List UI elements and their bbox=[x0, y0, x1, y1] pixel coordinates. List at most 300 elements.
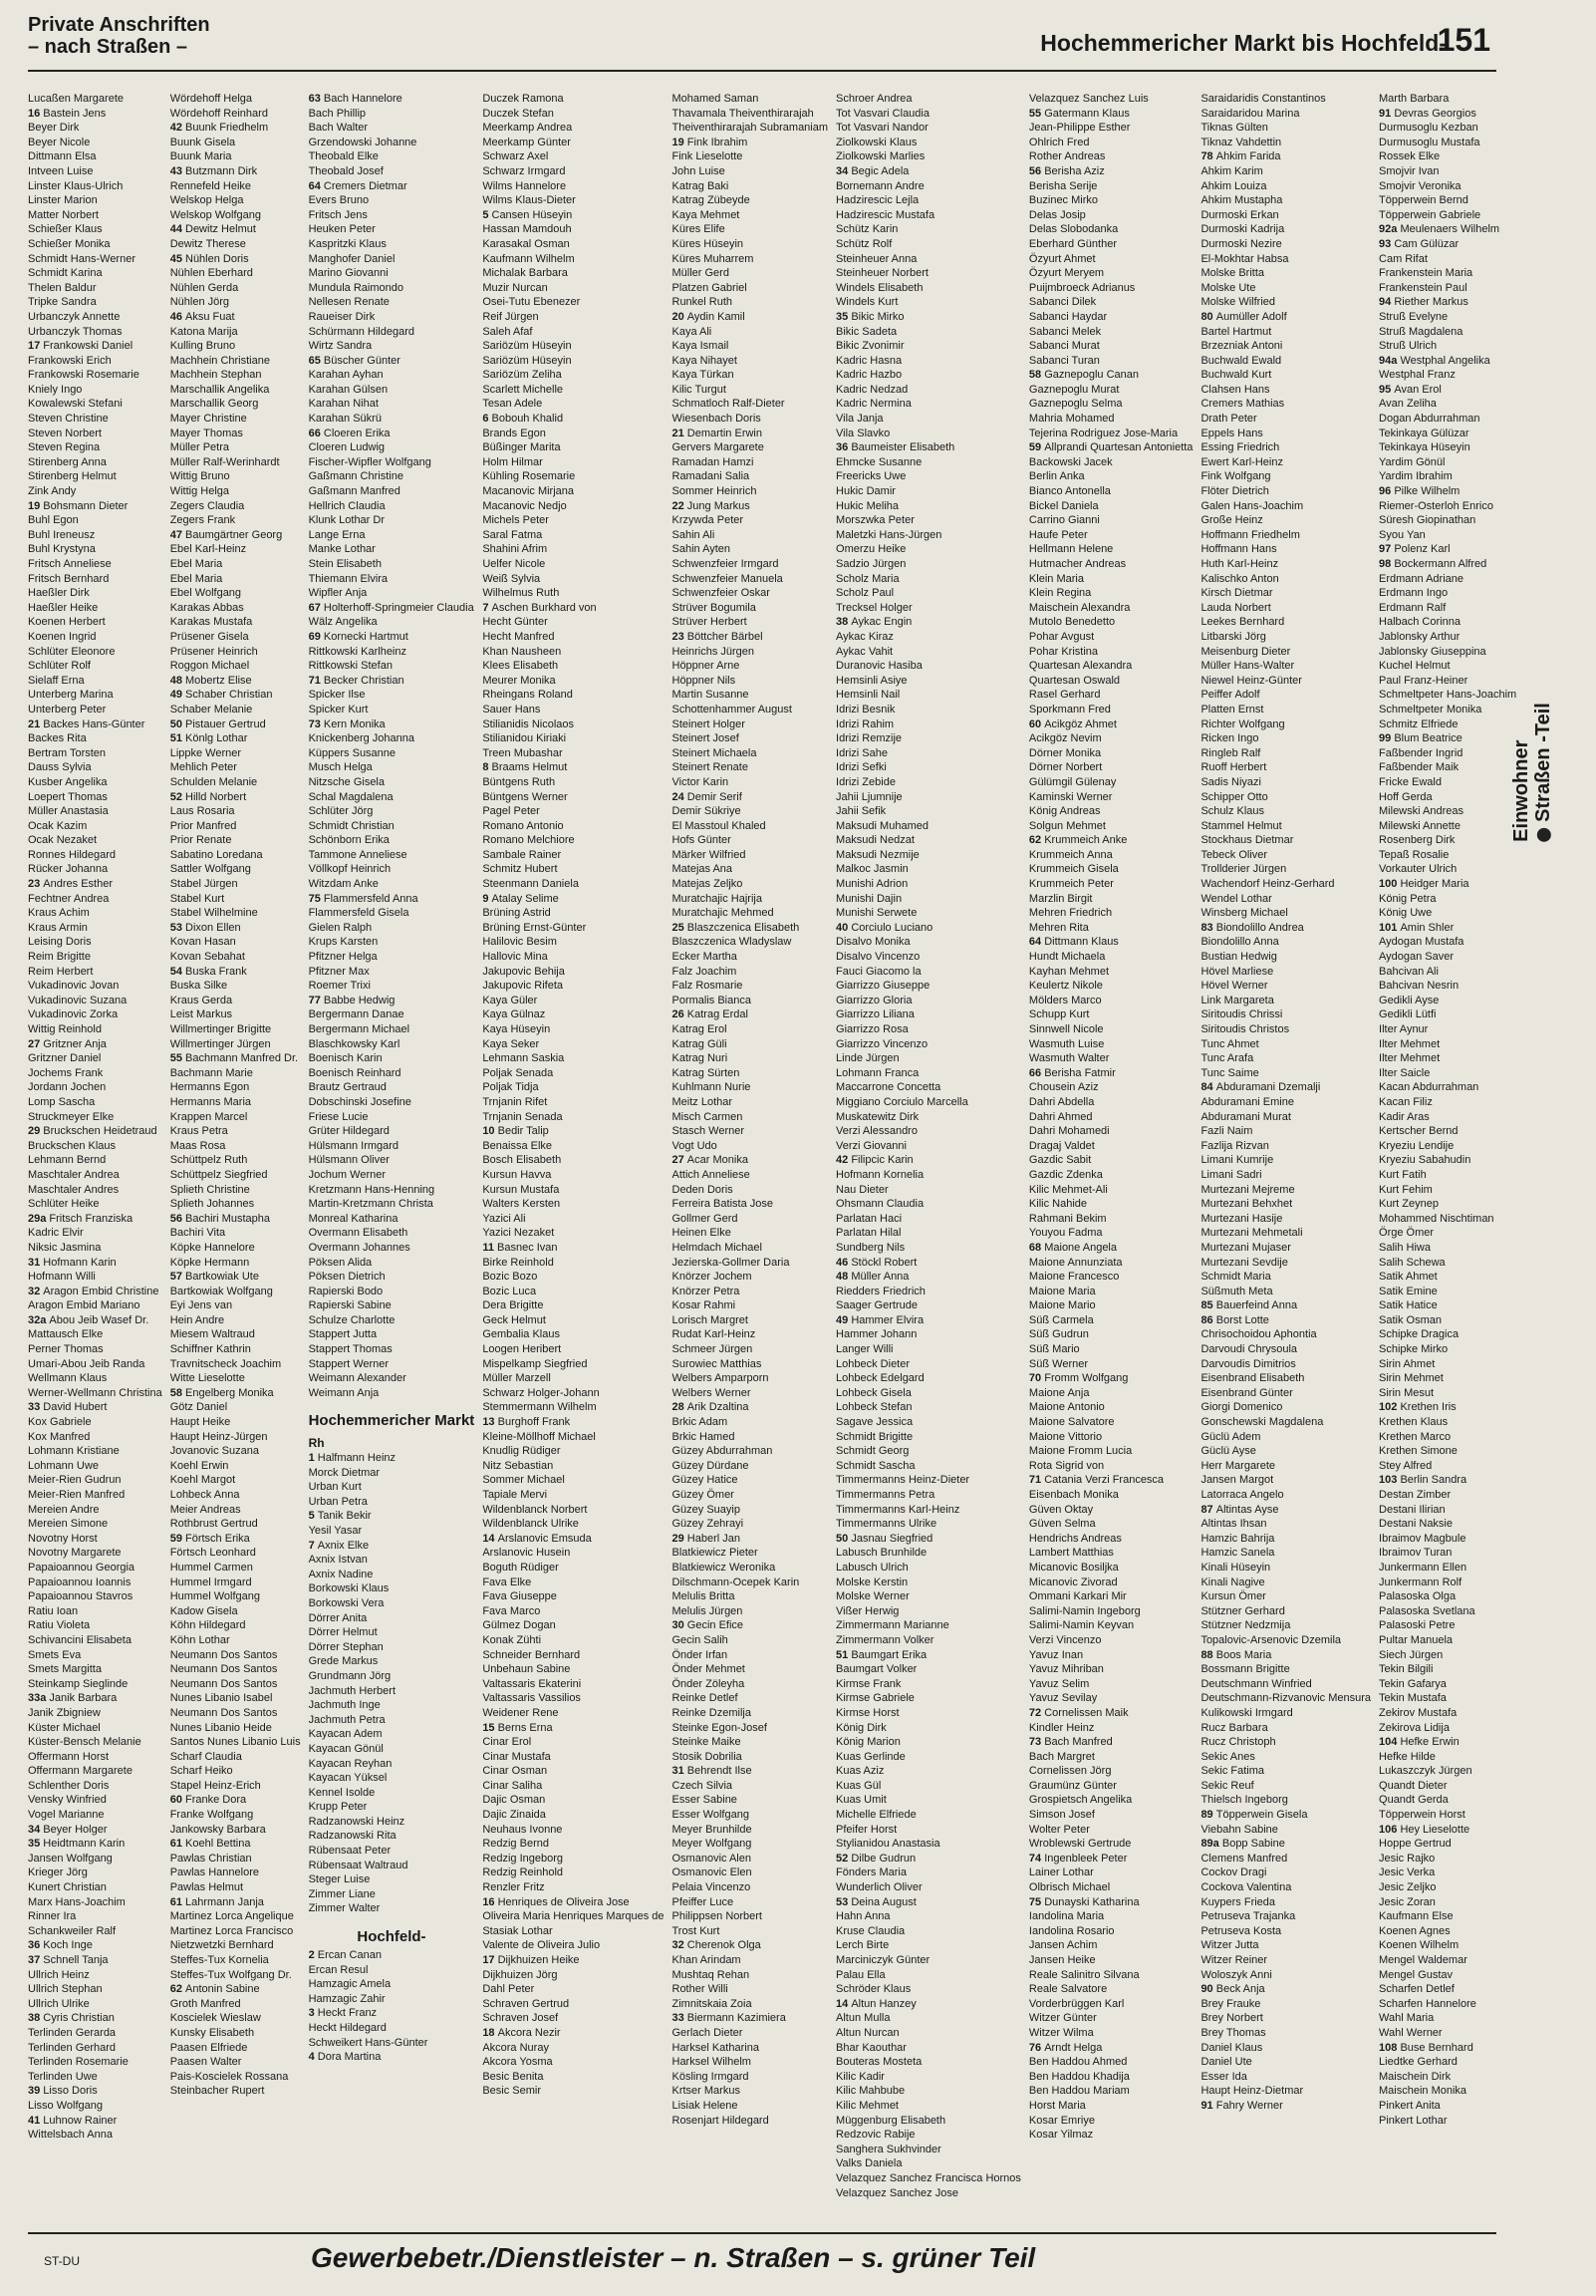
resident-entry: Rittkowski Karlheinz bbox=[308, 645, 406, 658]
resident-entry: Schmeltpeter Monika bbox=[1379, 703, 1482, 716]
resident-entry: Güzey Dürdane bbox=[671, 1459, 749, 1472]
resident-entry: Mattausch Elke bbox=[28, 1328, 104, 1341]
resident-entry: Schroer Andrea bbox=[836, 93, 913, 105]
resident-entry: Gaßmann Manfred bbox=[308, 485, 400, 498]
resident-entry: Schankweiler Ralf bbox=[28, 1924, 117, 1937]
resident-entry: Micanovic Zivorad bbox=[1028, 1576, 1118, 1588]
resident-entry: Durmoski Kadrija bbox=[1200, 223, 1285, 236]
resident-entry: Schal Magdalena bbox=[308, 790, 394, 803]
resident-entry: Hammer Johann bbox=[836, 1328, 918, 1341]
resident-entry: Riedders Friedrich bbox=[836, 1285, 926, 1297]
resident-entry: Pormalis Bianca bbox=[671, 994, 751, 1006]
resident-entry: Mispelkamp Siegfried bbox=[482, 1357, 588, 1370]
resident-entry: Heinen Elke bbox=[671, 1227, 731, 1240]
house-number: 75 bbox=[308, 892, 324, 905]
resident-entry: Kaya Gülnaz bbox=[482, 1008, 546, 1021]
resident-entry: Radzanowski Rita bbox=[308, 1830, 397, 1843]
resident-entry: Munishi Serwete bbox=[836, 907, 918, 920]
resident-entry: Labusch Brunhilde bbox=[836, 1547, 928, 1560]
resident-entry: Palau Ella bbox=[836, 1968, 886, 1981]
resident-entry: Müller Gerd bbox=[671, 267, 729, 280]
resident-entry: Hofmann Willi bbox=[28, 1271, 96, 1284]
directory-column-9 bbox=[1379, 92, 1516, 2234]
resident-entry: Salih Hiwa bbox=[1379, 1241, 1431, 1254]
resident-entry: 37 Schnell Tanja bbox=[28, 1954, 109, 1966]
resident-entry: Völlkopf Heinrich bbox=[308, 863, 392, 876]
resident-entry: Lippke Werner bbox=[169, 746, 242, 759]
resident-entry: Maione Antonio bbox=[1028, 1401, 1105, 1414]
resident-entry: Kurt Fatih bbox=[1379, 1168, 1427, 1181]
resident-entry: Jochum Werner bbox=[308, 1168, 387, 1181]
resident-entry: Milewski Annette bbox=[1379, 819, 1461, 832]
resident-entry: Stammel Helmut bbox=[1200, 819, 1282, 832]
resident-entry: Tripke Sandra bbox=[28, 296, 97, 309]
resident-entry: Smojvir Ivan bbox=[1379, 164, 1440, 177]
resident-entry: Katrag Zübeyde bbox=[671, 194, 750, 207]
resident-entry: Kayhan Mehmet bbox=[1028, 965, 1110, 978]
resident-entry: Fritsch Anneliese bbox=[28, 558, 112, 570]
resident-entry: Kayacan Adem bbox=[308, 1728, 383, 1741]
resident-entry: Lehmann Bernd bbox=[28, 1154, 107, 1167]
resident-entry: Klees Elisabeth bbox=[482, 660, 559, 673]
resident-entry: Junkermann Rolf bbox=[1379, 1576, 1463, 1588]
resident-entry: Abduramani Emine bbox=[1200, 1095, 1294, 1108]
resident-entry: Stockhaus Dietmar bbox=[1200, 834, 1294, 847]
resident-entry: Wasmuth Walter bbox=[1028, 1052, 1110, 1065]
resident-entry: Bozic Luca bbox=[482, 1285, 537, 1297]
resident-entry: Miesem Waltraud bbox=[169, 1328, 255, 1341]
resident-entry: Satik Hatice bbox=[1379, 1299, 1438, 1312]
resident-entry: Urban Petra bbox=[308, 1495, 368, 1508]
resident-entry: Schütz Karin bbox=[836, 223, 899, 236]
resident-entry: Lorisch Margret bbox=[671, 1313, 748, 1326]
resident-entry: Mereien Andre bbox=[28, 1503, 100, 1516]
resident-entry: Haeßler Dirk bbox=[28, 587, 90, 600]
resident-entry: Zimnitskaia Zoia bbox=[671, 1997, 752, 2010]
resident-entry: Ullrich Heinz bbox=[28, 1968, 90, 1981]
resident-entry: Martinez Lorca Francisco bbox=[169, 1924, 294, 1937]
resident-entry: Velazquez Sanchez Luis bbox=[1028, 93, 1149, 105]
resident-entry: 70 Fromm Wolfgang bbox=[1028, 1372, 1129, 1385]
resident-entry: Klein Regina bbox=[1028, 587, 1092, 600]
resident-entry: Haupt Heinz-Jürgen bbox=[169, 1430, 268, 1443]
resident-entry: Esser Wolfgang bbox=[671, 1809, 749, 1822]
resident-entry: Brkic Adam bbox=[671, 1416, 728, 1429]
side-tab-line1: Einwohner bbox=[1510, 739, 1532, 842]
resident-entry: Wittelsbach Anna bbox=[28, 2129, 113, 2142]
house-number: 97 bbox=[1379, 543, 1395, 556]
resident-entry: Dörner Monika bbox=[1028, 746, 1102, 759]
resident-entry: Stützner Gerhard bbox=[1200, 1604, 1285, 1617]
resident-entry: Overmann Elisabeth bbox=[308, 1227, 408, 1240]
resident-entry: Maione Salvatore bbox=[1028, 1416, 1115, 1429]
resident-entry: Rittkowski Stefan bbox=[308, 660, 393, 673]
resident-entry: Önder Irfan bbox=[671, 1648, 728, 1661]
resident-entry: 54 Buska Frank bbox=[169, 965, 247, 978]
resident-entry: Falz Joachim bbox=[671, 965, 737, 978]
resident-entry: Wendel Lothar bbox=[1200, 892, 1272, 905]
resident-entry: Nunes Libanio Heide bbox=[169, 1721, 272, 1734]
resident-entry: Peiffer Adolf bbox=[1200, 689, 1260, 702]
resident-entry: Backowski Jacek bbox=[1028, 455, 1113, 468]
house-number: 88 bbox=[1200, 1648, 1216, 1661]
resident-entry: Yardim Gönül bbox=[1379, 455, 1446, 468]
resident-entry: Hummel Irmgard bbox=[169, 1576, 252, 1588]
resident-entry: Schlüter Jörg bbox=[308, 805, 374, 818]
resident-entry: Müller Ralf-Werinhardt bbox=[169, 455, 280, 468]
resident-entry: Wiesenbach Doris bbox=[671, 413, 761, 426]
directory-column-6 bbox=[836, 92, 1021, 2234]
resident-entry: Katrag Güli bbox=[671, 1037, 727, 1050]
resident-entry: Witzdam Anke bbox=[308, 878, 379, 891]
resident-entry: Struß Evelyne bbox=[1379, 310, 1449, 323]
resident-entry: Munishi Dajin bbox=[836, 892, 903, 905]
resident-entry: Darvoudi Chrysoula bbox=[1200, 1343, 1298, 1356]
resident-entry: Schweikert Hans-Günter bbox=[308, 2036, 428, 2049]
resident-entry: Idrizi Sefki bbox=[836, 761, 887, 774]
resident-entry: Büßinger Marita bbox=[482, 441, 561, 454]
resident-entry: Hamzic Sanela bbox=[1200, 1547, 1275, 1560]
resident-entry: Beyer Dirk bbox=[28, 122, 80, 135]
resident-entry: Karahan Gülsen bbox=[308, 383, 389, 396]
resident-entry: Süßmuth Meta bbox=[1200, 1285, 1273, 1297]
resident-entry: Jansen Wolfgang bbox=[28, 1852, 113, 1865]
resident-entry: Michels Peter bbox=[482, 514, 549, 527]
resident-entry: Urbanczyk Thomas bbox=[28, 325, 123, 338]
resident-entry: Duranovic Hasiba bbox=[836, 660, 923, 673]
resident-entry: Saraidaridou Marina bbox=[1200, 107, 1300, 120]
resident-entry: Poljak Senada bbox=[482, 1066, 554, 1079]
resident-entry: Güzey Suayip bbox=[671, 1503, 740, 1516]
resident-entry: Müller Petra bbox=[169, 441, 229, 454]
resident-entry: Kaya Güler bbox=[482, 994, 538, 1006]
resident-entry: Maischein Dirk bbox=[1379, 2070, 1452, 2083]
resident-entry: Güzey Zehrayi bbox=[671, 1518, 744, 1531]
resident-entry: 96 Pilke Wilhelm bbox=[1379, 485, 1461, 498]
resident-entry: Buhl Egon bbox=[28, 514, 79, 527]
resident-entry: 60 Acikgöz Ahmet bbox=[1028, 718, 1117, 730]
resident-entry: Kalischko Anton bbox=[1200, 572, 1279, 585]
resident-entry: Graumünz Günter bbox=[1028, 1779, 1117, 1792]
resident-entry: Demir Sükriye bbox=[671, 805, 741, 818]
resident-entry: Timmermanns Karl-Heinz bbox=[836, 1503, 960, 1516]
resident-entry: Jahii Ljumnije bbox=[836, 790, 903, 803]
resident-entry: Gazdic Zdenka bbox=[1028, 1168, 1103, 1181]
resident-entry: Schlenther Doris bbox=[28, 1779, 110, 1792]
resident-entry: Smets Eva bbox=[28, 1648, 82, 1661]
resident-entry: Eberhard Günther bbox=[1028, 237, 1117, 250]
resident-entry: Rheingans Roland bbox=[482, 689, 573, 702]
resident-entry: Wittig Helga bbox=[169, 485, 229, 498]
resident-entry: Arslanovic Husein bbox=[482, 1547, 571, 1560]
resident-entry: 56 Berisha Aziz bbox=[1028, 164, 1105, 177]
house-number: 16 bbox=[28, 107, 44, 120]
resident-entry: Giarrizzo Liliana bbox=[836, 1008, 915, 1021]
resident-entry: Müller Anastasia bbox=[28, 805, 109, 818]
resident-entry: 13 Burghoff Frank bbox=[482, 1416, 571, 1429]
resident-entry: 59 Förtsch Erika bbox=[169, 1532, 250, 1545]
resident-entry: Holm Hilmar bbox=[482, 455, 543, 468]
resident-entry: Nau Dieter bbox=[836, 1183, 889, 1196]
resident-entry: Rahmani Bekim bbox=[1028, 1212, 1107, 1225]
resident-entry: Yavuz Inan bbox=[1028, 1648, 1084, 1661]
resident-entry: Philippsen Norbert bbox=[671, 1910, 762, 1923]
resident-entry: Marschallik Georg bbox=[169, 398, 259, 411]
resident-entry: Marx Hans-Joachim bbox=[28, 1895, 126, 1908]
resident-entry: Siech Jürgen bbox=[1379, 1648, 1444, 1661]
resident-entry: Sadis Niyazi bbox=[1200, 775, 1261, 788]
resident-entry: Müller Hans-Walter bbox=[1200, 660, 1295, 673]
resident-entry: Lohmann Uwe bbox=[28, 1459, 99, 1472]
resident-entry: Wolter Peter bbox=[1028, 1823, 1090, 1836]
resident-entry: Kuchel Helmut bbox=[1379, 660, 1451, 673]
resident-entry: Muzir Nurcan bbox=[482, 281, 548, 294]
resident-entry: Pawlas Christian bbox=[169, 1852, 252, 1865]
resident-entry: Sariözüm Hüseyin bbox=[482, 340, 572, 353]
resident-entry: Melulis Britta bbox=[671, 1590, 735, 1603]
resident-entry: Nunes Libanio Isabel bbox=[169, 1692, 273, 1705]
resident-entry: Milewski Andreas bbox=[1379, 805, 1463, 818]
resident-entry: Ziolkowski Marlies bbox=[836, 150, 926, 163]
resident-entry: Jachmuth Herbert bbox=[308, 1684, 397, 1697]
resident-entry: Fauci Giacomo la bbox=[836, 965, 922, 978]
resident-entry: Quartesan Alexandra bbox=[1028, 660, 1133, 673]
resident-entry: 25 Blaszczenica Elisabeth bbox=[671, 921, 800, 934]
house-number: 71 bbox=[308, 674, 324, 687]
resident-entry: 83 Biondolillo Andrea bbox=[1200, 921, 1304, 934]
resident-entry: Huth Karl-Heinz bbox=[1200, 558, 1279, 570]
resident-entry: Ohlrich Fred bbox=[1028, 136, 1090, 148]
resident-entry: Renzler Fritz bbox=[482, 1881, 545, 1894]
resident-entry: Tekin Gafarya bbox=[1379, 1677, 1447, 1690]
resident-entry: Fink Wolfgang bbox=[1200, 470, 1271, 483]
resident-entry: Lohbeck Edelgard bbox=[836, 1372, 925, 1385]
house-number: 14 bbox=[482, 1532, 498, 1545]
resident-entry: Malkoc Jasmin bbox=[836, 863, 909, 876]
house-number: 75 bbox=[1028, 1895, 1045, 1908]
resident-entry: Jezierska-Gollmer Daria bbox=[671, 1256, 790, 1269]
resident-entry: 67 Holterhoff-Springmeier Claudia bbox=[308, 601, 474, 614]
house-number: 41 bbox=[28, 2114, 44, 2127]
footer-code: ST-DU bbox=[44, 2254, 80, 2268]
resident-entry: Redzig Bernd bbox=[482, 1838, 549, 1851]
resident-entry: Palasoska Olga bbox=[1379, 1590, 1457, 1603]
resident-entry: 62 Antonin Sabine bbox=[169, 1983, 260, 1996]
resident-entry: Trost Kurt bbox=[671, 1924, 720, 1937]
resident-entry: Stappert Werner bbox=[308, 1357, 390, 1370]
resident-entry: Schmitz Elfriede bbox=[1379, 718, 1459, 730]
resident-entry: Karahan Nihat bbox=[308, 398, 379, 411]
resident-entry: Schürmann Hildegard bbox=[308, 325, 414, 338]
resident-entry: Molske Ute bbox=[1200, 281, 1256, 294]
resident-entry: Brey Norbert bbox=[1200, 2012, 1263, 2025]
resident-entry: Stein Elisabeth bbox=[308, 558, 382, 570]
resident-entry: Benaissa Elke bbox=[482, 1139, 553, 1152]
house-number: 103 bbox=[1379, 1474, 1401, 1487]
resident-entry: Machhein Christiane bbox=[169, 354, 270, 367]
resident-entry: Westphal Franz bbox=[1379, 369, 1456, 382]
resident-entry: Besic Benita bbox=[482, 2070, 544, 2083]
resident-entry: Stylianidou Anastasia bbox=[836, 1838, 940, 1851]
resident-entry: Molske Kerstin bbox=[836, 1576, 909, 1588]
resident-entry: Kursun Mustafa bbox=[482, 1183, 560, 1196]
resident-entry: Witzer Jutta bbox=[1200, 1939, 1259, 1952]
resident-entry: Küres Elife bbox=[671, 223, 725, 236]
house-number: 46 bbox=[836, 1256, 852, 1269]
resident-entry: Muratchajic Mehmed bbox=[671, 907, 774, 920]
resident-entry: 101 Amin Shler bbox=[1379, 921, 1455, 934]
resident-entry: Steinke Egon-Josef bbox=[671, 1721, 767, 1734]
resident-entry: 75 Flammersfeld Anna bbox=[308, 892, 418, 905]
resident-entry: Bahcivan Nesrin bbox=[1379, 980, 1460, 993]
resident-entry: Dörrer Stephan bbox=[308, 1640, 384, 1653]
resident-entry: 6 Bobouh Khalid bbox=[482, 413, 564, 426]
resident-entry: Vorderbrüggen Karl bbox=[1028, 1997, 1125, 2010]
resident-entry: Kaya Seker bbox=[482, 1037, 540, 1050]
resident-entry: 20 Aydin Kamil bbox=[671, 310, 745, 323]
resident-entry: Rucz Barbara bbox=[1200, 1721, 1268, 1734]
resident-entry: Romano Melchiore bbox=[482, 834, 575, 847]
resident-entry: Reim Brigitte bbox=[28, 951, 91, 964]
resident-entry: Valks Daniela bbox=[836, 2157, 903, 2170]
resident-entry: Fava Elke bbox=[482, 1576, 532, 1588]
house-number: 58 bbox=[1028, 369, 1045, 382]
resident-entry: 46 Aksu Fuat bbox=[169, 310, 235, 323]
resident-entry: Kilic Mehmet bbox=[836, 2099, 899, 2112]
resident-entry: Buunk Maria bbox=[169, 150, 232, 163]
resident-entry: 71 Catania Verzi Francesca bbox=[1028, 1474, 1165, 1487]
resident-entry: Süß Werner bbox=[1028, 1357, 1089, 1370]
resident-entry: 30 Gecin Efice bbox=[671, 1619, 744, 1632]
resident-entry: Kuas Gerlinde bbox=[836, 1750, 906, 1763]
resident-entry: El-Mokhtar Habsa bbox=[1200, 252, 1289, 265]
resident-entry: Willmertinger Jürgen bbox=[169, 1037, 271, 1050]
resident-entry: Welskop Helga bbox=[169, 194, 244, 207]
resident-entry: 7 Aschen Burkhard von bbox=[482, 601, 597, 614]
resident-entry: 39 Lisso Doris bbox=[28, 2085, 98, 2098]
resident-entry: Schmidt Georg bbox=[836, 1445, 910, 1458]
resident-entry: Haupt Heike bbox=[169, 1416, 231, 1429]
house-number: 45 bbox=[169, 252, 185, 265]
resident-entry: 52 Hilld Norbert bbox=[169, 790, 247, 803]
resident-entry: Kox Manfred bbox=[28, 1430, 91, 1443]
resident-entry: Ullrich Ulrike bbox=[28, 1997, 90, 2010]
resident-entry: Urban Kurt bbox=[308, 1481, 362, 1494]
house-number: 14 bbox=[836, 1997, 852, 2010]
resident-entry: 51 Baumgart Erika bbox=[836, 1648, 928, 1661]
resident-entry: Murtezani Mejreme bbox=[1200, 1183, 1295, 1196]
resident-entry: Küppers Susanne bbox=[308, 746, 397, 759]
resident-entry: Steinkamp Sieglinde bbox=[28, 1677, 129, 1690]
resident-entry: Lambert Matthias bbox=[1028, 1547, 1114, 1560]
resident-entry: Köpke Hermann bbox=[169, 1256, 250, 1269]
resident-entry: Güzey Ömer bbox=[671, 1489, 734, 1501]
resident-entry: Schlüter Heike bbox=[28, 1198, 100, 1211]
resident-entry: Link Margareta bbox=[1200, 994, 1274, 1006]
resident-entry: Bartkowiak Wolfgang bbox=[169, 1285, 273, 1297]
resident-entry: Overmann Johannes bbox=[308, 1241, 410, 1254]
resident-entry: Nietzwetzki Bernhard bbox=[169, 1939, 274, 1952]
resident-entry: 99 Blum Beatrice bbox=[1379, 732, 1463, 745]
resident-entry: Tunc Ahmet bbox=[1200, 1037, 1259, 1050]
house-number: 87 bbox=[1200, 1503, 1216, 1516]
house-number: 35 bbox=[28, 1838, 44, 1851]
resident-entry: Palasoska Svetlana bbox=[1379, 1604, 1475, 1617]
resident-entry: Baumgart Volker bbox=[836, 1663, 918, 1676]
resident-entry: Jordann Jochen bbox=[28, 1081, 107, 1094]
resident-entry: Kulling Bruno bbox=[169, 340, 236, 353]
resident-entry: 65 Büscher Günter bbox=[308, 354, 400, 367]
resident-entry: Güven Selma bbox=[1028, 1518, 1096, 1531]
resident-entry: Viebahn Sabine bbox=[1200, 1823, 1278, 1836]
resident-entry: Bikic Sadeta bbox=[836, 325, 898, 338]
house-number: 101 bbox=[1379, 921, 1401, 934]
resident-entry: Ibraimov Magbule bbox=[1379, 1532, 1466, 1545]
resident-entry: Ferreira Batista Jose bbox=[671, 1198, 773, 1211]
resident-entry: Durmusoglu Mustafa bbox=[1379, 136, 1480, 148]
resident-entry: Velazquez Sanchez Francisca Hornos bbox=[836, 2171, 1021, 2184]
resident-entry: Zegers Frank bbox=[169, 514, 236, 527]
resident-entry: Groth Manfred bbox=[169, 1997, 241, 2010]
resident-entry: Nitz Sebastian bbox=[482, 1459, 554, 1472]
resident-entry: Martin-Kretzmann Christa bbox=[308, 1198, 433, 1211]
resident-entry: Kunert Christian bbox=[28, 1881, 107, 1894]
resident-entry: Sekic Reuf bbox=[1200, 1779, 1254, 1792]
resident-entry: Hukic Meliha bbox=[836, 499, 899, 512]
resident-entry: Kryeziu Sabahudin bbox=[1379, 1154, 1471, 1167]
resident-entry: Trollderier Jürgen bbox=[1200, 863, 1287, 876]
resident-entry: Durmusoglu Kezban bbox=[1379, 122, 1478, 135]
house-number: 62 bbox=[1028, 834, 1045, 847]
resident-entry: Schießer Klaus bbox=[28, 223, 103, 236]
resident-entry: Jakupovic Rifeta bbox=[482, 980, 564, 993]
resident-entry: Schmidt Maria bbox=[1200, 1271, 1271, 1284]
resident-entry: Karakas Mustafa bbox=[169, 616, 253, 629]
resident-entry: 49 Schaber Christian bbox=[169, 689, 273, 702]
resident-entry: Reinke Detlef bbox=[671, 1692, 738, 1705]
resident-entry: Sagave Jessica bbox=[836, 1416, 914, 1429]
resident-entry: Gervers Margarete bbox=[671, 441, 764, 454]
house-number: 29 bbox=[671, 1532, 687, 1545]
resident-entry: Strüver Bogumila bbox=[671, 601, 756, 614]
resident-entry: Durmoski Nezire bbox=[1200, 237, 1282, 250]
resident-entry: Vukadinovic Suzana bbox=[28, 994, 128, 1006]
resident-entry: Blatkiewicz Weronika bbox=[671, 1561, 776, 1574]
resident-entry: Hamzagic Zahir bbox=[308, 1992, 386, 2005]
resident-entry: 80 Aumüller Adolf bbox=[1200, 310, 1287, 323]
resident-entry: Steinert Michaela bbox=[671, 746, 757, 759]
resident-entry: 73 Bach Manfred bbox=[1028, 1736, 1113, 1749]
resident-entry: Grede Markus bbox=[308, 1655, 379, 1668]
resident-entry: 91 Fahry Werner bbox=[1200, 2099, 1283, 2112]
resident-entry: Maischein Alexandra bbox=[1028, 601, 1131, 614]
resident-entry: Cornelissen Jörg bbox=[1028, 1765, 1112, 1778]
resident-entry: Steinheuer Anna bbox=[836, 252, 918, 265]
resident-entry: Rübensaat Peter bbox=[308, 1845, 392, 1858]
resident-entry: Hoffmann Hans bbox=[1200, 543, 1277, 556]
resident-entry: Marzlin Birgit bbox=[1028, 892, 1093, 905]
resident-entry: Hummel Carmen bbox=[169, 1561, 253, 1574]
resident-entry: Novotny Margarete bbox=[28, 1547, 122, 1560]
resident-entry: Ommani Karkari Mir bbox=[1028, 1590, 1127, 1603]
resident-entry: Grospietsch Angelika bbox=[1028, 1794, 1133, 1807]
resident-entry: Krummeich Peter bbox=[1028, 878, 1114, 891]
resident-entry: Prior Renate bbox=[169, 834, 232, 847]
resident-entry: 32a Abou Jeib Wasef Dr. bbox=[28, 1313, 149, 1326]
header-left-line1: Private Anschriften bbox=[28, 14, 210, 36]
resident-entry: Erdmann Adriane bbox=[1379, 572, 1464, 585]
resident-entry: Witte Lieselotte bbox=[169, 1372, 245, 1385]
